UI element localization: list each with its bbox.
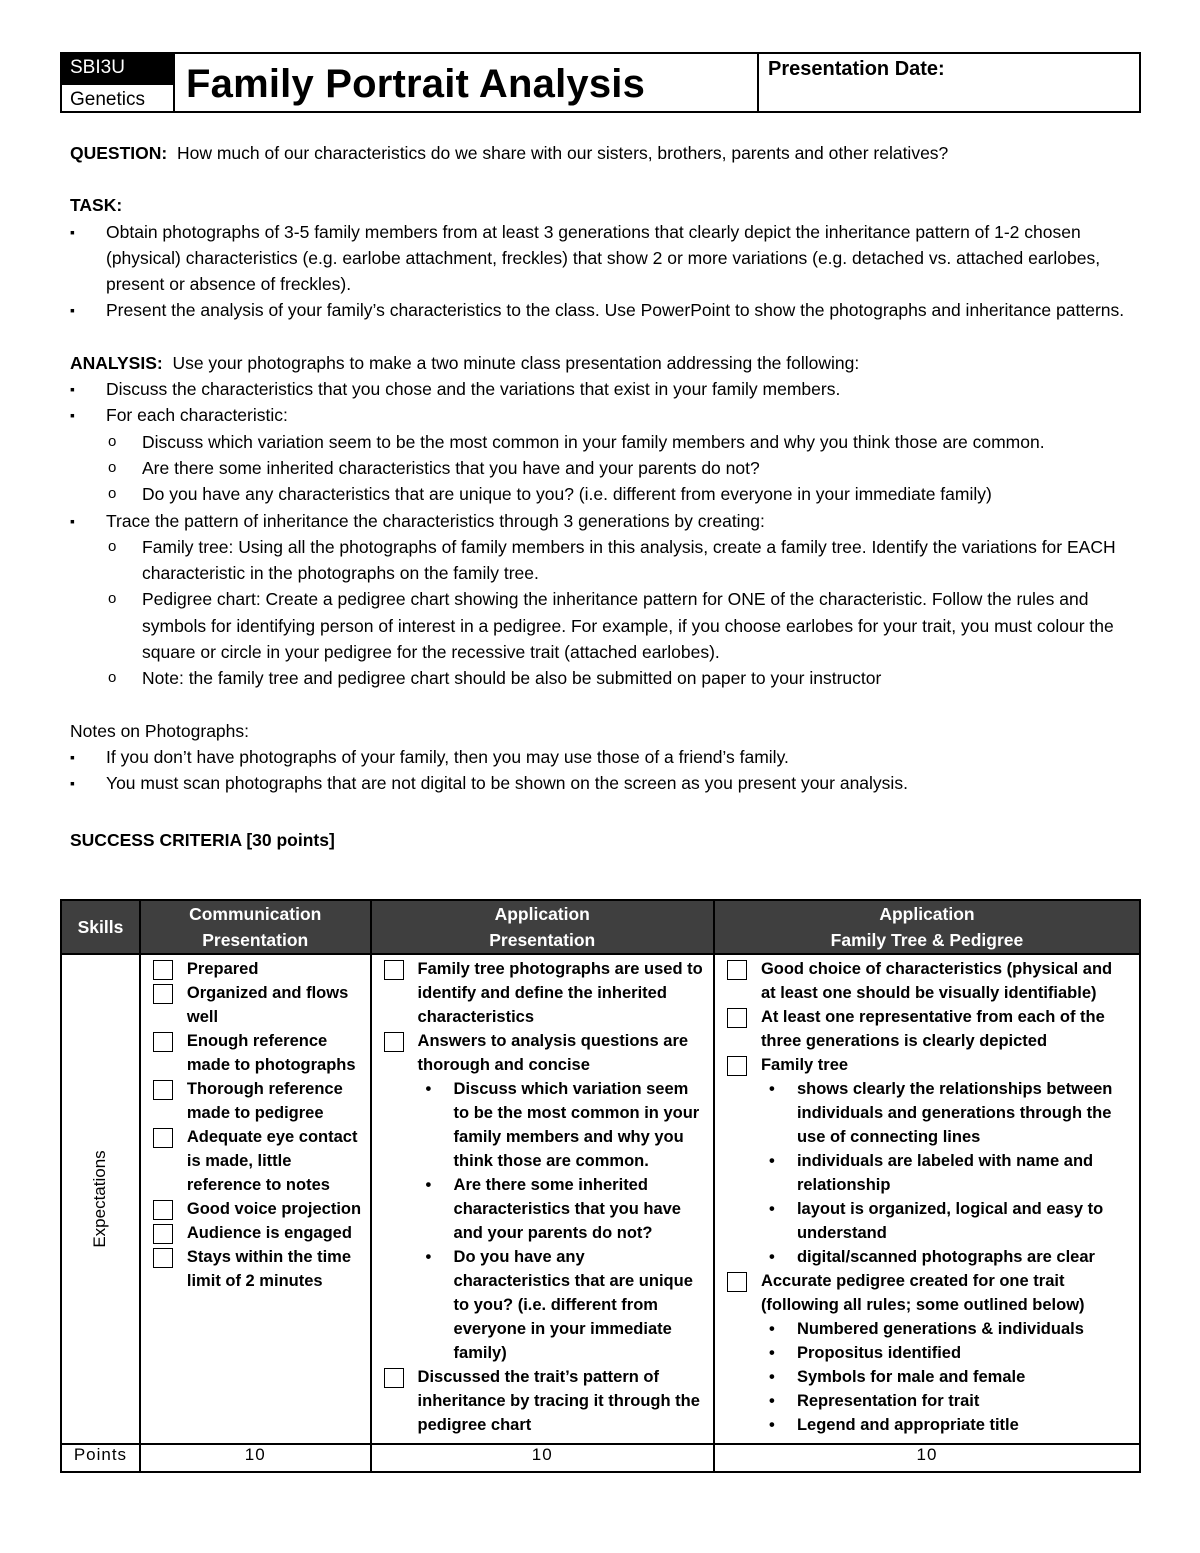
criteria-subitem: • Legend and appropriate title bbox=[725, 1413, 1131, 1437]
analysis-subitem: o Pedigree chart: Create a pedigree chart showing the inheritance pattern for ONE of the characteristic. Follow the rules and symbols for identifying person of interest in a pedigree. For example, if you choose earlobes for your trait, you must colour the square or circle in your pedigree for the recessive trait (attached earlobes). bbox=[70, 586, 1140, 665]
points-label: Points bbox=[61, 1444, 140, 1472]
checkbox[interactable] bbox=[727, 1008, 747, 1028]
criteria-text: Audience is engaged bbox=[186, 1224, 352, 1242]
analysis-subitem: o Do you have any characteristics that are unique to you? (i.e. different from everyone in your immediate family) bbox=[70, 481, 1140, 507]
photo-note-item: ▪ If you don’t have photographs of your family, then you may use those of a friend’s family. bbox=[70, 744, 1140, 770]
criteria-item bbox=[382, 1365, 705, 1437]
checkbox[interactable] bbox=[153, 1032, 173, 1052]
criteria-text: Organized and flows well bbox=[186, 984, 349, 1026]
expectations-row bbox=[61, 954, 1140, 1444]
criteria-subitem: • Do you have any characteristics that are unique to you? (i.e. different from everyone in your immediate family) bbox=[382, 1245, 705, 1365]
course-info bbox=[62, 54, 175, 111]
col2-criteria bbox=[371, 954, 714, 1444]
checkbox[interactable] bbox=[727, 1056, 747, 1076]
criteria-text: At least one representative from each of the three generations is clearly depicted bbox=[760, 1008, 1105, 1050]
criteria-text: Family tree photographs are used to identify and define the inherited characteristics bbox=[417, 960, 703, 1026]
col2-header-line2: Presentation bbox=[489, 930, 596, 950]
criteria-subitem: • layout is organized, logical and easy to understand bbox=[725, 1197, 1131, 1245]
col1-header-line2: Presentation bbox=[202, 930, 309, 950]
photo-notes-label: Notes on Photographs: bbox=[70, 720, 250, 741]
criteria-subitem: • Representation for trait bbox=[725, 1389, 1131, 1413]
task-item: ▪ Obtain photographs of 3-5 family members from at least 3 generations that clearly depict the inheritance pattern of 1-2 chosen (physical) characteristics (e.g. earlobe attachment, freckles) that show 2 or more variations (e.g. detached vs. attached earlobes, present or absence of freckles). bbox=[70, 219, 1140, 298]
checkbox[interactable] bbox=[153, 984, 173, 1004]
expectations-label: Expectations bbox=[90, 1150, 110, 1248]
criteria-subitem: • Numbered generations & individuals bbox=[725, 1317, 1131, 1341]
criteria-text: Family tree bbox=[760, 1056, 849, 1074]
analysis-intro-paragraph bbox=[70, 350, 1140, 376]
criteria-item bbox=[725, 957, 1131, 1005]
criteria-text: Stays within the time limit of 2 minutes bbox=[186, 1248, 352, 1290]
col1-criteria bbox=[140, 954, 371, 1444]
criteria-text: Thorough reference made to pedigree bbox=[186, 1080, 343, 1122]
analysis-label: ANALYSIS: bbox=[70, 352, 163, 373]
checkbox[interactable] bbox=[384, 1368, 404, 1388]
criteria-item bbox=[151, 957, 362, 981]
unit-name: Genetics bbox=[62, 83, 173, 111]
col3-header-line2: Family Tree & Pedigree bbox=[830, 930, 1024, 950]
criteria-item bbox=[725, 1005, 1131, 1053]
criteria-subitem: • Are there some inherited characteristics that you have and your parents do not? bbox=[382, 1173, 705, 1245]
col2-header bbox=[371, 900, 714, 954]
col1-header bbox=[140, 900, 371, 954]
checkbox[interactable] bbox=[153, 1224, 173, 1244]
analysis-intro: Use your photographs to make a two minute class presentation addressing the following: bbox=[172, 352, 860, 373]
points-value: 10 bbox=[140, 1444, 371, 1472]
col3-header-line1: Application bbox=[879, 904, 975, 924]
criteria-item bbox=[382, 1029, 705, 1077]
col3-criteria bbox=[714, 954, 1140, 1444]
analysis-subitem: o Discuss which variation seem to be the most common in your family members and why you think those are common. bbox=[70, 429, 1140, 455]
task-item: ▪ Present the analysis of your family’s characteristics to the class. Use PowerPoint to show the photographs and inheritance patterns. bbox=[70, 297, 1140, 323]
criteria-item bbox=[382, 957, 705, 1029]
checkbox[interactable] bbox=[384, 960, 404, 980]
success-criteria-label: SUCCESS CRITERIA [30 points] bbox=[70, 829, 335, 850]
criteria-item bbox=[151, 1197, 362, 1221]
criteria-item bbox=[725, 1053, 1131, 1077]
criteria-subitem: • digital/scanned photographs are clear bbox=[725, 1245, 1131, 1269]
col1-header-line1: Communication bbox=[189, 904, 322, 924]
analysis-subitem: o Family tree: Using all the photographs of family members in this analysis, create a family tree. Identify the variations for EACH characteristic in the photographs on the family tree. bbox=[70, 534, 1140, 587]
rubric-header-row bbox=[61, 900, 1140, 954]
analysis-item: ▪ Discuss the characteristics that you chose and the variations that exist in your family members. bbox=[70, 376, 1140, 402]
analysis-item: ▪ Trace the pattern of inheritance the characteristics through 3 generations by creating: bbox=[70, 508, 1140, 534]
expectations-cell bbox=[61, 954, 140, 1444]
checkbox[interactable] bbox=[384, 1032, 404, 1052]
criteria-item bbox=[151, 1125, 362, 1197]
criteria-text: Prepared bbox=[186, 960, 259, 978]
checkbox[interactable] bbox=[153, 1248, 173, 1268]
checkbox[interactable] bbox=[727, 1272, 747, 1292]
points-value: 10 bbox=[371, 1444, 714, 1472]
checkbox[interactable] bbox=[153, 1128, 173, 1148]
photo-note-item: ▪ You must scan photographs that are not digital to be shown on the screen as you present your analysis. bbox=[70, 770, 1140, 796]
criteria-item bbox=[725, 1269, 1131, 1317]
criteria-text: Answers to analysis questions are thorough and concise bbox=[417, 1032, 689, 1074]
analysis-subitem: o Note: the family tree and pedigree chart should be also be submitted on paper to your instructor bbox=[70, 665, 1140, 691]
criteria-text: Accurate pedigree created for one trait (following all rules; some outlined below) bbox=[760, 1272, 1085, 1314]
skills-header bbox=[61, 900, 140, 954]
document-header bbox=[60, 52, 1141, 113]
criteria-subitem: • Symbols for male and female bbox=[725, 1365, 1131, 1389]
criteria-subitem: • Propositus identified bbox=[725, 1341, 1131, 1365]
course-code: SBI3U bbox=[62, 54, 173, 83]
criteria-text: Discussed the trait’s pattern of inheritance by tracing it through the pedigree chart bbox=[417, 1368, 700, 1434]
criteria-subitem: • Discuss which variation seem to be the most common in your family members and why you think those are common. bbox=[382, 1077, 705, 1173]
criteria-item bbox=[151, 981, 362, 1029]
col3-header bbox=[714, 900, 1140, 954]
skills-header-label: Skills bbox=[77, 917, 124, 937]
criteria-text: Good voice projection bbox=[186, 1200, 362, 1218]
criteria-item bbox=[151, 1029, 362, 1077]
checkbox[interactable] bbox=[727, 960, 747, 980]
criteria-item bbox=[151, 1077, 362, 1125]
analysis-item: ▪ For each characteristic: bbox=[70, 402, 1140, 428]
criteria-item bbox=[151, 1221, 362, 1245]
criteria-subitem: • shows clearly the relationships between individuals and generations through the use of connecting lines bbox=[725, 1077, 1131, 1149]
points-row bbox=[61, 1444, 1140, 1472]
criteria-subitem: • individuals are labeled with name and relationship bbox=[725, 1149, 1131, 1197]
presentation-date-label: Presentation Date: bbox=[768, 58, 945, 80]
checkbox[interactable] bbox=[153, 1080, 173, 1100]
page-title: Family Portrait Analysis bbox=[175, 54, 759, 111]
question-paragraph bbox=[70, 140, 1140, 166]
checkbox[interactable] bbox=[153, 1200, 173, 1220]
criteria-text: Enough reference made to photographs bbox=[186, 1032, 356, 1074]
question-label: QUESTION: bbox=[70, 143, 168, 163]
criteria-item bbox=[151, 1245, 362, 1293]
criteria-text: Adequate eye contact is made, little reference to notes bbox=[186, 1128, 358, 1194]
task-label: TASK: bbox=[70, 195, 123, 216]
rubric-table bbox=[60, 899, 1141, 1473]
points-value: 10 bbox=[714, 1444, 1140, 1472]
question-text: How much of our characteristics do we share with our sisters, brothers, parents and other relatives? bbox=[176, 143, 949, 163]
assignment-body bbox=[70, 140, 1140, 853]
criteria-text: Good choice of characteristics (physical and at least one should be visually identifiable) bbox=[760, 960, 1113, 1002]
col2-header-line1: Application bbox=[494, 904, 590, 924]
checkbox[interactable] bbox=[153, 960, 173, 980]
analysis-subitem: o Are there some inherited characteristics that you have and your parents do not? bbox=[70, 455, 1140, 481]
